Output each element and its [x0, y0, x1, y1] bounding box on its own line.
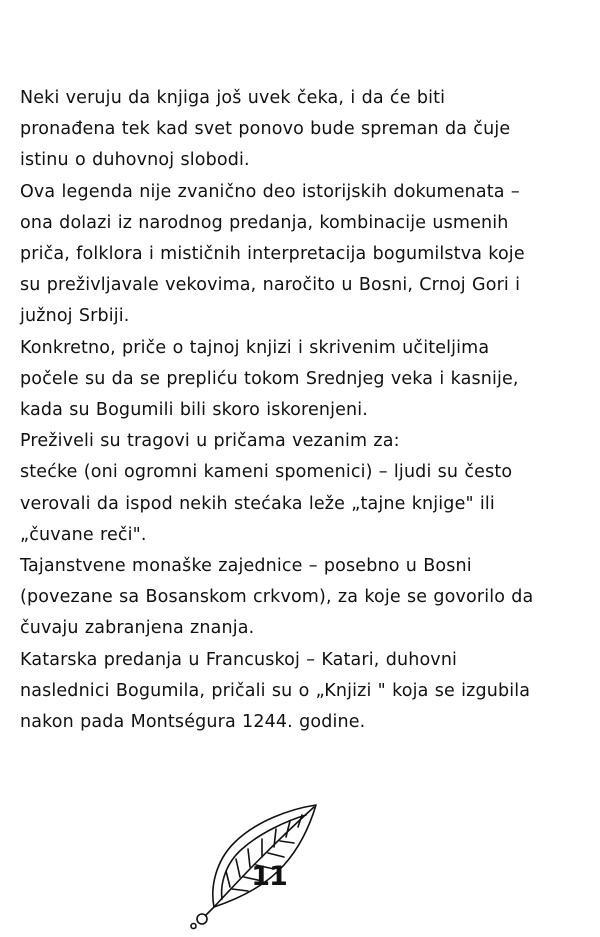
text-line: Neki veruju da knjiga još uvek čeka, i da će biti: [20, 88, 446, 108]
text-line: Preživeli su tragovi u pričama vezanim za:: [20, 431, 400, 452]
body-text: [20, 83, 590, 738]
text-line: južnoj Srbiji.: [20, 306, 130, 327]
text-line: Ova legenda nije zvanično deo istorijskih dokumenata –: [20, 181, 520, 202]
text-line: kada su Bogumili bili skoro iskorenjeni.: [20, 400, 369, 421]
text-line: čuvaju zabranjena znanja.: [20, 618, 255, 639]
text-line: nakon pada Montségura 1244. godine.: [20, 712, 366, 733]
text-line: naslednici Bogumila, pričali su o „Knjizi " koja se izgubila: [20, 680, 531, 701]
text-line: Tajanstvene monaške zajednice – posebno u Bosni: [20, 556, 472, 577]
text-line: počele su da se prepliću tokom Srednjeg veka i kasnije,: [20, 368, 519, 389]
page-number: 11: [251, 861, 287, 892]
text-line: istinu o duhovnoj slobodi.: [20, 150, 250, 171]
text-line: priča, folklora i mističnih interpretacija bogumilstva koje: [20, 244, 525, 265]
text-line: su preživljavale vekovima, naročito u Bosni, Crnoj Gori i: [20, 275, 521, 296]
text-line: (povezane sa Bosanskom crkvom), za koje se govorilo da: [20, 587, 534, 608]
text-line: ona dolazi iz narodnog predanja, kombinacije usmenih: [20, 212, 509, 233]
text-line: „čuvane reči".: [20, 524, 147, 545]
text-line: stećke (oni ogromni kameni spomenici) – ljudi su često: [20, 462, 513, 483]
text-line: pronađena tek kad svet ponovo bude spreman da čuje: [20, 119, 511, 140]
text-line: verovali da ispod nekih stećaka leže „tajne knjige" ili: [20, 493, 495, 514]
text-line: Konkretno, priče o tajnoj knjizi i skrivenim učiteljima: [20, 337, 490, 358]
text-line: Katarska predanja u Francuskoj – Katari, duhovni: [20, 649, 458, 670]
